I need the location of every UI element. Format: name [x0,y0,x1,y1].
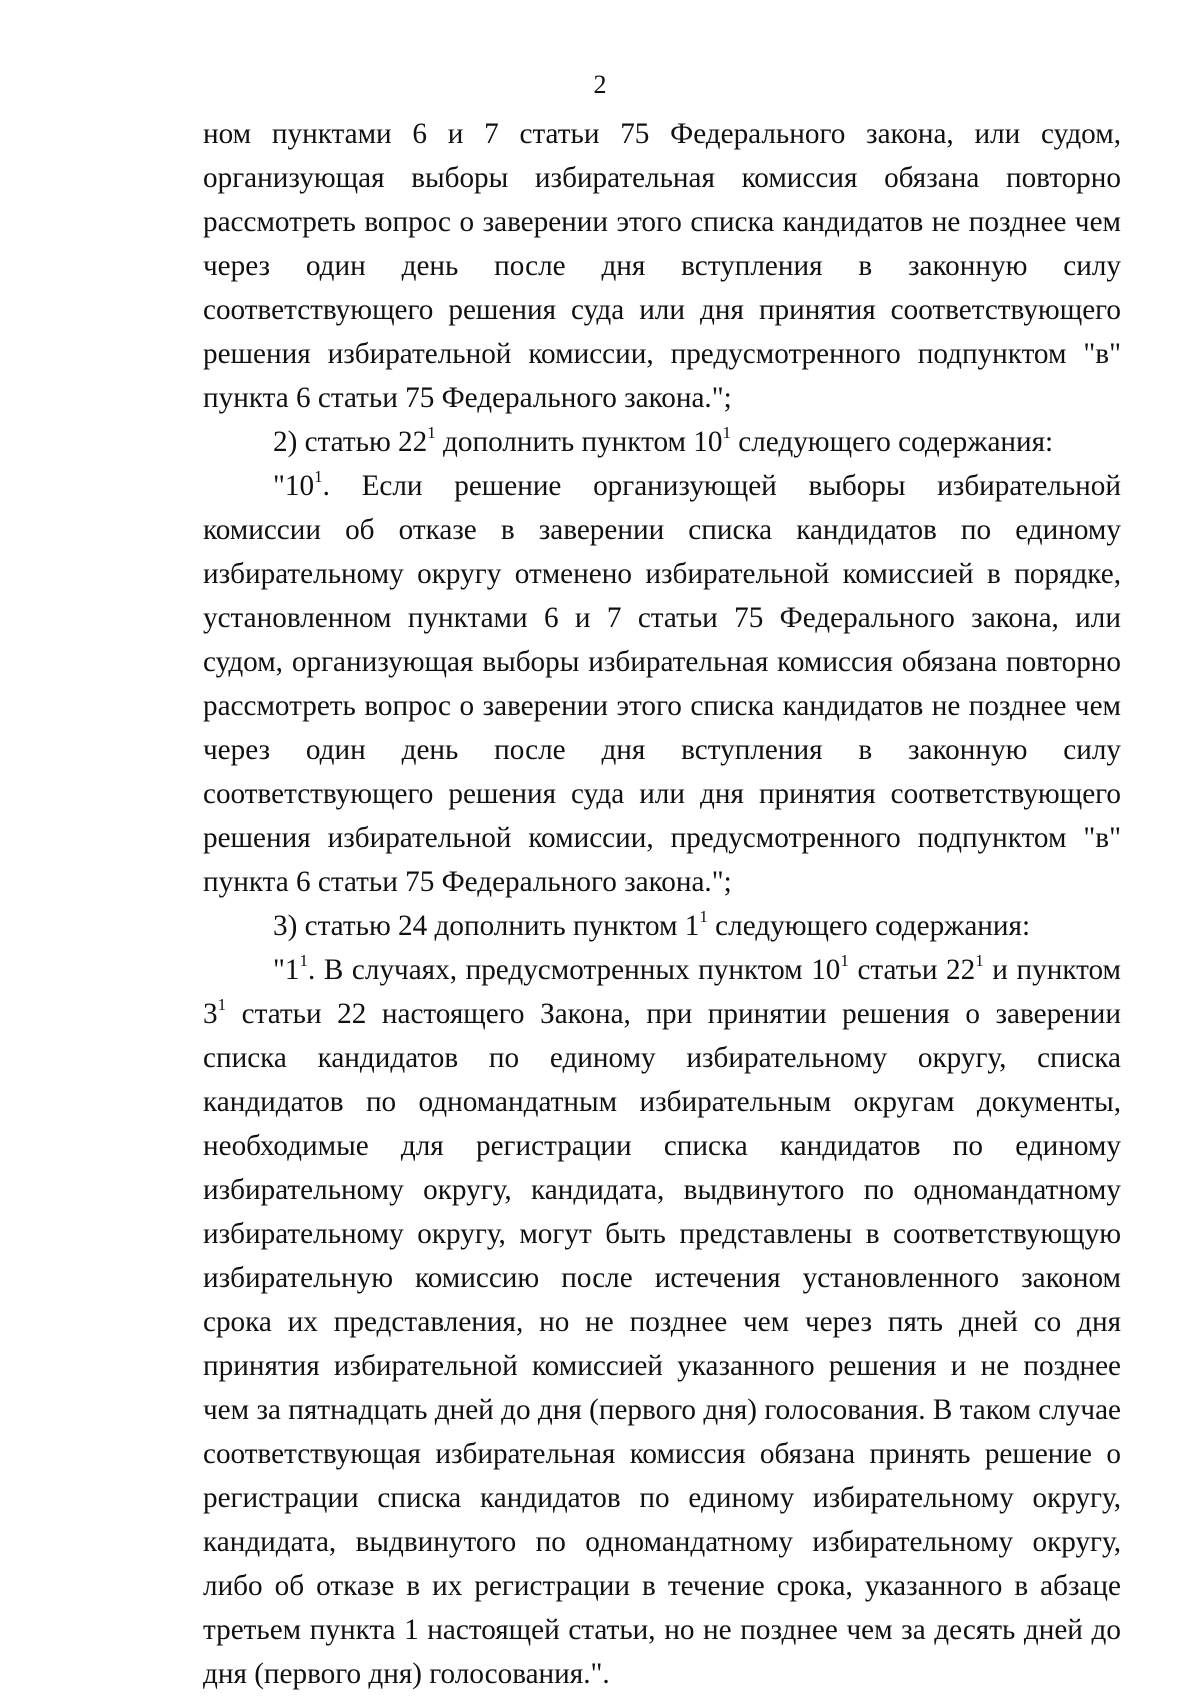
superscript-index: 1 [217,995,227,1015]
text-segment: статьи 22 [848,954,976,986]
paragraph-item-2 [203,420,1121,464]
text-segment: следующего содержания: [707,910,1031,942]
page-number: 2 [593,70,607,99]
text-segment: 3) статью 24 дополнить пунктом 1 [273,910,700,942]
paragraph-clause-1-1 [203,948,1121,1696]
text-segment: дополнить пунктом 10 [435,426,723,458]
text-segment: следующего содержания: [730,426,1054,458]
text-segment: . Если решение организующей выборы избирательной комиссии об отказе в заверении списка кандидатов по единому избирательному округу отменено избирательной комиссией в порядке, установленном пунктами 6 и 7 статьи 75 Федерального закона, или судом, организующая выборы избирательная комиссия обязана повторно рассмотреть вопрос о заверении этого списка кандидатов не позднее чем через один день после дня вступления в законную силу соответствующего решения суда или дня принятия соответствующего решения избирательной комиссии, предусмотренного подпунктом "в" пункта 6 статьи 75 Федерального закона."; [203,470,1121,898]
text-segment: 2) статью 22 [273,426,428,458]
superscript-index: 1 [427,423,436,443]
superscript-index: 1 [722,423,731,443]
paragraph-continuation: ном пунктами 6 и 7 статьи 75 Федерального закона, или судом, организующая выборы избирательная комиссия обязана повторно рассмотреть вопрос о заверении этого списка кандидатов не позднее чем через один день после дня вступления в законную силу соответствующего решения суда или дня принятия соответствующего решения избирательной комиссии, предусмотренного подпунктом "в" пункта 6 статьи 75 Федерального закона."; [203,118,1121,414]
text-segment: и пунктом 3 [203,954,1121,1030]
superscript-index: 1 [975,951,984,971]
document-body [203,112,1121,1696]
paragraph-item-3 [203,904,1121,948]
text-segment: . В случаях, предусмотренных пунктом 10 [308,954,841,986]
superscript-index: 1 [699,907,708,927]
paragraph-clause-10-1 [203,464,1121,904]
superscript-index: 1 [314,467,323,487]
text-segment: "1 [273,954,300,986]
text-segment: статьи 22 настоящего Закона, при принятии решения о заверении списка кандидатов по единому избирательному округу, списка кандидатов по одномандатным избирательным округам документы, необходимые для регистрации списка кандидатов по единому избирательному округу, кандидата, выдвинутого по одномандатному избирательному округу, могут быть представлены в соответствующую избирательную комиссию после истечения установленного законом срока их представления, но не позднее чем через пять дней со дня принятия избирательной комиссией указанного решения и не позднее чем за пятнадцать дней до дня (первого дня) голосования. В таком случае соответствующая избирательная комиссия обязана принять решение о регистрации списка кандидатов по единому избирательному округу, кандидата, выдвинутого по одномандатному избирательному округу, либо об отказе в их регистрации в течение срока, указанного в абзаце третьем пункта 1 настоящей статьи, но не позднее чем за десять дней до дня (первого дня) голосования.". [203,998,1121,1690]
text-segment: "10 [273,470,315,502]
superscript-index: 1 [840,951,849,971]
superscript-index: 1 [299,951,309,971]
